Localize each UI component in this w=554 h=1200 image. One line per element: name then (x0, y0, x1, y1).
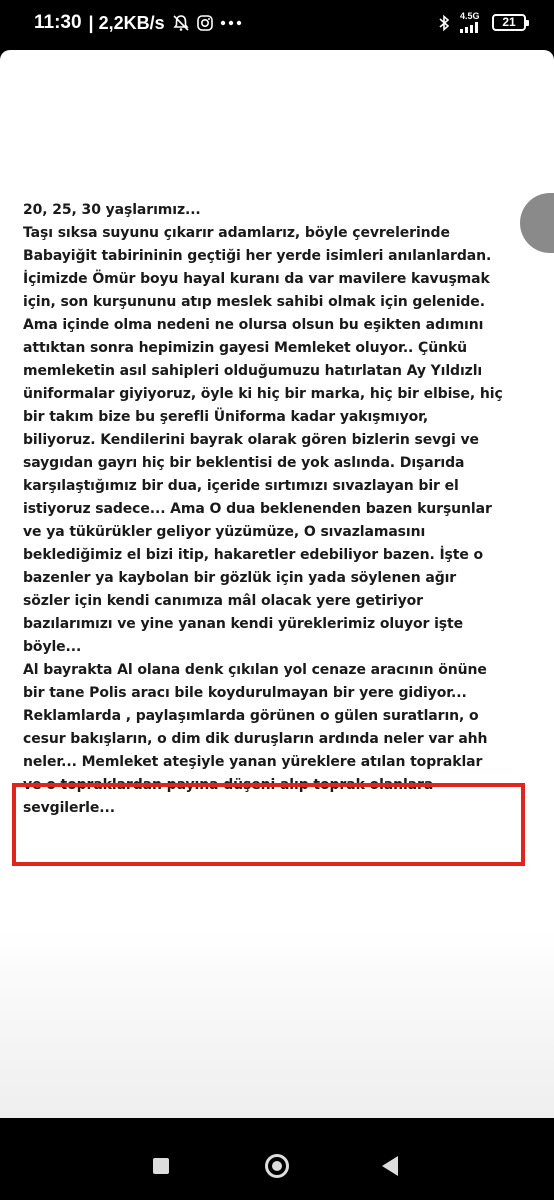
signal-icon (460, 21, 482, 33)
navigation-bar (0, 1118, 554, 1200)
document-line: bir takım bize bu şerefli Üniforma kadar yakışmıyor, (23, 409, 429, 425)
home-button[interactable] (265, 1154, 289, 1178)
document-line: karşılaştığımız bir dua, içeride sırtımızı sıvazlayan bir el (23, 478, 459, 494)
status-bar (0, 0, 554, 50)
document-line: attıktan sonra hepimizin gayesi Memleket oluyor.. Çünkü (23, 340, 468, 356)
network-type: 4.5G (460, 11, 480, 21)
document-text (23, 199, 513, 820)
bluetooth-icon (438, 14, 450, 32)
document-line: cesur bakışların, o dim dik duruşların ardında neler var ahh (23, 731, 488, 747)
document-line: Ama içinde olma nedeni ne olursa olsun bu eşikten adımını (23, 317, 484, 333)
clock: 11:30 (34, 12, 82, 33)
document-line: ve o topraklardan payına düşeni alıp toprak olanlara (23, 777, 434, 793)
status-left (34, 12, 242, 34)
document-line: saygıdan gayrı hiç bir beklentisi de yok aslında. Dışarıda (23, 455, 465, 471)
document-page[interactable] (0, 50, 554, 1118)
document-line: Reklamlarda , paylaşımlarda görünen o gülen suratların, o (23, 708, 479, 724)
do-not-disturb-off-icon (172, 14, 190, 32)
document-line: istiyoruz sadece... Ama O dua beklenenden bazen kurşunlar (23, 501, 492, 517)
instagram-icon (197, 15, 213, 31)
back-button[interactable] (382, 1156, 398, 1176)
highlight-box (12, 783, 525, 866)
more-notifications-icon (220, 20, 242, 26)
document-line: bir tane Polis aracı bile koydurulmayan bir yere gidiyor... (23, 685, 467, 701)
fast-scroll-handle[interactable] (520, 193, 554, 253)
page-bottom-fade (0, 928, 554, 1118)
network-speed: | 2,2KB/s (88, 12, 165, 33)
document-line: İçimizde Ömür boyu hayal kuranı da var mavilere kavuşmak (23, 271, 490, 287)
document-line: bazılarımızı ve yine yanan kendi yüreklerimiz oluyor işte (23, 616, 463, 632)
document-line: Al bayrakta Al olana denk çıkılan yol cenaze aracının önüne (23, 662, 487, 678)
status-right (438, 12, 526, 33)
document-line: böyle... (23, 639, 82, 655)
battery-tip (526, 20, 529, 26)
document-line: ve ya tükürükler geliyor yüzümüze, O sıvazlamasını (23, 524, 426, 540)
document-line: sözler için kendi canımıza mâl olacak yere getiriyor (23, 593, 423, 609)
document-line: biliyoruz. Kendilerini bayrak olarak gören bizlerin sevgi ve (23, 432, 479, 448)
document-line: Babayiğit tabirininin geçtiği her yerde isimleri anılanlardan. (23, 248, 492, 264)
document-line: memleketin asıl sahipleri olduğumuzu hatırlatan Ay Yıldızlı (23, 363, 483, 379)
recent-apps-button[interactable] (153, 1158, 169, 1174)
document-line: için, son kurşununu atıp meslek sahibi olmak için gelenide. (23, 294, 485, 310)
document-line: beklediğimiz el bizi itip, hakaretler edebiliyor bazen. İşte o (23, 547, 484, 563)
document-line: Taşı sıksa suyunu çıkarır adamlarız, böyle çevrelerinde (23, 225, 450, 241)
document-line: 20, 25, 30 yaşlarımız... (23, 202, 201, 218)
document-line: sevgilerle... (23, 800, 115, 816)
document-line: üniformalar giyiyoruz, öyle ki hiç bir marka, hiç bir elbise, hiç (23, 386, 503, 402)
battery-level: 21 (502, 15, 516, 29)
battery-icon (492, 14, 526, 31)
document-line: neler... Memleket ateşiyle yanan yüreklere atılan topraklar (23, 754, 483, 770)
document-line: bazenler ya kaybolan bir gözlük için yada söylenen ağır (23, 570, 457, 586)
